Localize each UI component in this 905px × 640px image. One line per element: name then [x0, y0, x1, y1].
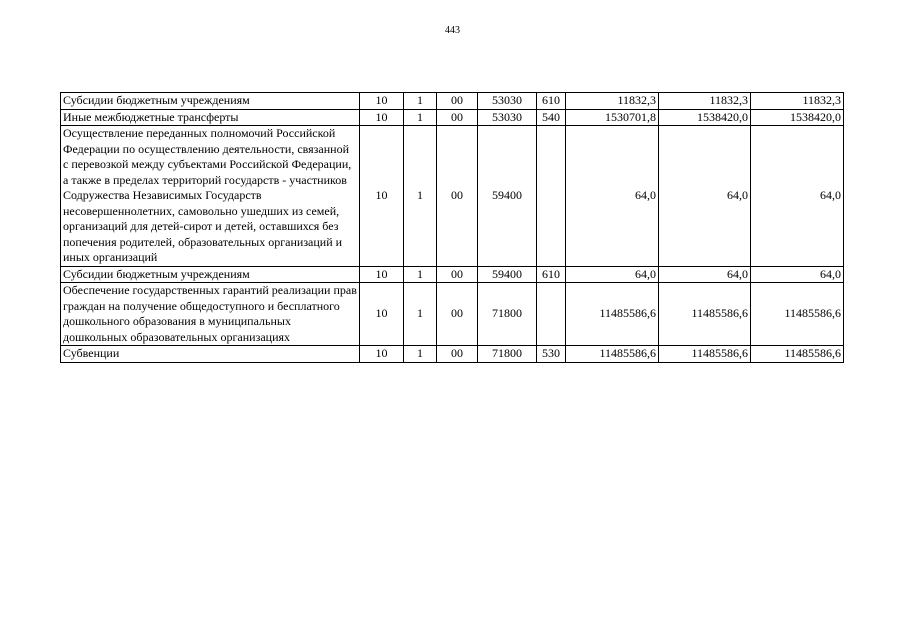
row-name: Субсидии бюджетным учреждениям — [61, 266, 360, 283]
cell-program: 00 — [437, 93, 478, 110]
cell-value-2: 64,0 — [659, 266, 751, 283]
cell-program: 00 — [437, 283, 478, 346]
cell-section: 10 — [360, 126, 404, 267]
table-row — [61, 126, 844, 267]
cell-section: 10 — [360, 346, 404, 363]
cell-value-3: 11485586,6 — [751, 283, 844, 346]
cell-article: 59400 — [478, 126, 537, 267]
cell-subsection: 1 — [404, 126, 437, 267]
cell-subsection: 1 — [404, 93, 437, 110]
table-row — [61, 283, 844, 346]
cell-expense-type: 540 — [537, 109, 566, 126]
cell-article: 59400 — [478, 266, 537, 283]
cell-expense-type — [537, 126, 566, 267]
cell-subsection: 1 — [404, 346, 437, 363]
cell-value-2: 11485586,6 — [659, 283, 751, 346]
table-row — [61, 93, 844, 110]
cell-expense-type: 610 — [537, 266, 566, 283]
cell-value-1: 1530701,8 — [566, 109, 659, 126]
cell-program: 00 — [437, 126, 478, 267]
cell-article: 53030 — [478, 93, 537, 110]
row-name: Субвенции — [61, 346, 360, 363]
cell-value-2: 1538420,0 — [659, 109, 751, 126]
cell-article: 53030 — [478, 109, 537, 126]
cell-expense-type: 530 — [537, 346, 566, 363]
cell-value-3: 64,0 — [751, 126, 844, 267]
row-name: Субсидии бюджетным учреждениям — [61, 93, 360, 110]
cell-program: 00 — [437, 346, 478, 363]
cell-value-3: 11832,3 — [751, 93, 844, 110]
cell-subsection: 1 — [404, 266, 437, 283]
cell-program: 00 — [437, 109, 478, 126]
cell-section: 10 — [360, 109, 404, 126]
cell-section: 10 — [360, 283, 404, 346]
budget-table — [60, 92, 844, 363]
cell-value-1: 11485586,6 — [566, 283, 659, 346]
cell-value-1: 64,0 — [566, 126, 659, 267]
table-row — [61, 346, 844, 363]
cell-section: 10 — [360, 93, 404, 110]
cell-value-1: 11485586,6 — [566, 346, 659, 363]
cell-expense-type — [537, 283, 566, 346]
cell-value-3: 1538420,0 — [751, 109, 844, 126]
cell-program: 00 — [437, 266, 478, 283]
row-name: Иные межбюджетные трансферты — [61, 109, 360, 126]
cell-value-1: 64,0 — [566, 266, 659, 283]
table-row — [61, 109, 844, 126]
cell-value-3: 64,0 — [751, 266, 844, 283]
page-number: 443 — [445, 25, 460, 36]
cell-article: 71800 — [478, 346, 537, 363]
cell-expense-type: 610 — [537, 93, 566, 110]
cell-value-2: 11832,3 — [659, 93, 751, 110]
row-name: Осуществление переданных полномочий Российской Федерации по осуществлению деятельности, связанной с перевозкой между субъектами Российской Федерации, а также в пределах территорий государств - участников Содружества Независимых Государств несовершеннолетних, самовольно ушедших из семей, организаций для детей-сирот и детей, оставшихся без попечения родителей, образовательных организаций и иных организаций — [61, 126, 360, 267]
cell-section: 10 — [360, 266, 404, 283]
row-name: Обеспечение государственных гарантий реализации прав граждан на получение общедоступного и бесплатного дошкольного образования в муниципальных дошкольных образовательных организациях — [61, 283, 360, 346]
cell-value-3: 11485586,6 — [751, 346, 844, 363]
cell-article: 71800 — [478, 283, 537, 346]
table-row — [61, 266, 844, 283]
cell-subsection: 1 — [404, 109, 437, 126]
cell-subsection: 1 — [404, 283, 437, 346]
cell-value-1: 11832,3 — [566, 93, 659, 110]
cell-value-2: 64,0 — [659, 126, 751, 267]
cell-value-2: 11485586,6 — [659, 346, 751, 363]
